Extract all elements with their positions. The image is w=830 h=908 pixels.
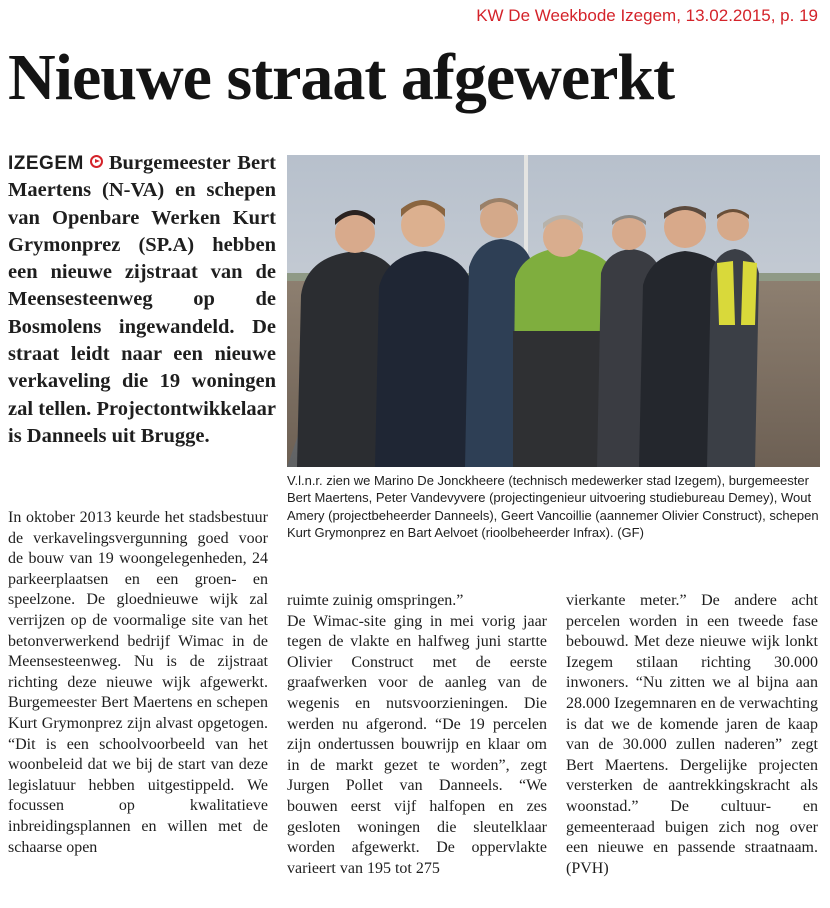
- source-line: KW De Weekbode Izegem, 13.02.2015, p. 19: [476, 6, 818, 25]
- body-column-1: [8, 508, 268, 858]
- body-paragraph: De Wimac-site ging in mei vorig jaar tegen de vlakte en halfweg juni startte Olivier Construct met de eerste graafwerken voor de aanleg van de wegenis en nutsvoorzieningen. Die werden nu afgerond. “De 19 percelen zijn ondertussen bouwrijp en klaar om in de markt gezet te worden”, zegt Jurgen Pollet van Danneels. “We bouwen eerst vijf halfopen en zes gesloten woningen die sleutelklaar worden afgewerkt. De oppervlakte varieert van 195 tot 275: [287, 612, 547, 877]
- body-paragraph: ruimte zuinig omspringen.”: [287, 592, 464, 609]
- circled-arrow-icon: [90, 155, 103, 168]
- headline: Nieuwe straat afgewerkt: [8, 41, 675, 114]
- dateline: IZEGEM: [8, 153, 84, 174]
- lede-paragraph: [8, 150, 276, 450]
- photo-caption: V.l.n.r. zien we Marino De Jonckheere (technisch medewerker stad Izegem), burgemeester Bert Maertens, Peter Vandevyvere (projectingenieur uitvoering studiebureau Demey), Wout Amery (projectbeheerder Danneels), Geert Vancoillie (aannemer Olivier Construct), schepen Kurt Grymonprez en Bart Aelvoet (rioolbeheerder Infrax). (GF): [287, 473, 819, 541]
- lede-text: Burgemeester Bert Maertens (N-VA) en schepen van Openbare Werken Kurt Grymonprez (SP.A) hebben een nieuwe zijstraat van de Meensesteenweg op de Bosmolens ingewandeld. De straat leidt naar een nieuwe verkaveling die 19 woningen zal tellen. Projectontwikkelaar is Danneels uit Brugge.: [8, 152, 276, 447]
- body-paragraph: In oktober 2013 keurde het stadsbestuur de verkavelingsvergunning goed voor de bouw van 19 woongelegenheden, 24 parkeerplaatsen en een groen- en speelzone. De gloednieuwe wijk zal verrijzen op de voormalige site van het betonverwerkend bedrijf Wimac in de Meensesteenweg. Nu is de zijstraat richting deze nieuwe wijk afgewerkt. Burgemeester Bert Maertens en schepen Kurt Grymonprez zijn alvast opgetogen. “Dit is een schoolvoorbeeld van het woonbeleid dat we bij de start van deze legislatuur hebben uitgestippeld. We focussen op kwalitatieve inbreidingsplannen en willen met de schaarse open: [8, 509, 268, 856]
- group-photo: [287, 155, 820, 467]
- body-column-2: [287, 591, 547, 879]
- body-paragraph: vierkante meter.” De andere acht percelen worden in een tweede fase bebouwd. Met deze nieuwe wijk lonkt Izegem stilaan richting 30.000 inwoners. “Nu zitten we al bijna aan 28.000 Izegemnaren en de verwachting is dat we de komende jaren de kaap van de 30.000 zullen naderen” zegt Bert Maertens. Dergelijke projecten versterken de aantrekkingskracht als woonstad.” De cultuur- en gemeenteraad buigen zich nog over een nieuwe en passende straatnaam. (PVH): [566, 592, 818, 877]
- body-column-3: [566, 591, 818, 879]
